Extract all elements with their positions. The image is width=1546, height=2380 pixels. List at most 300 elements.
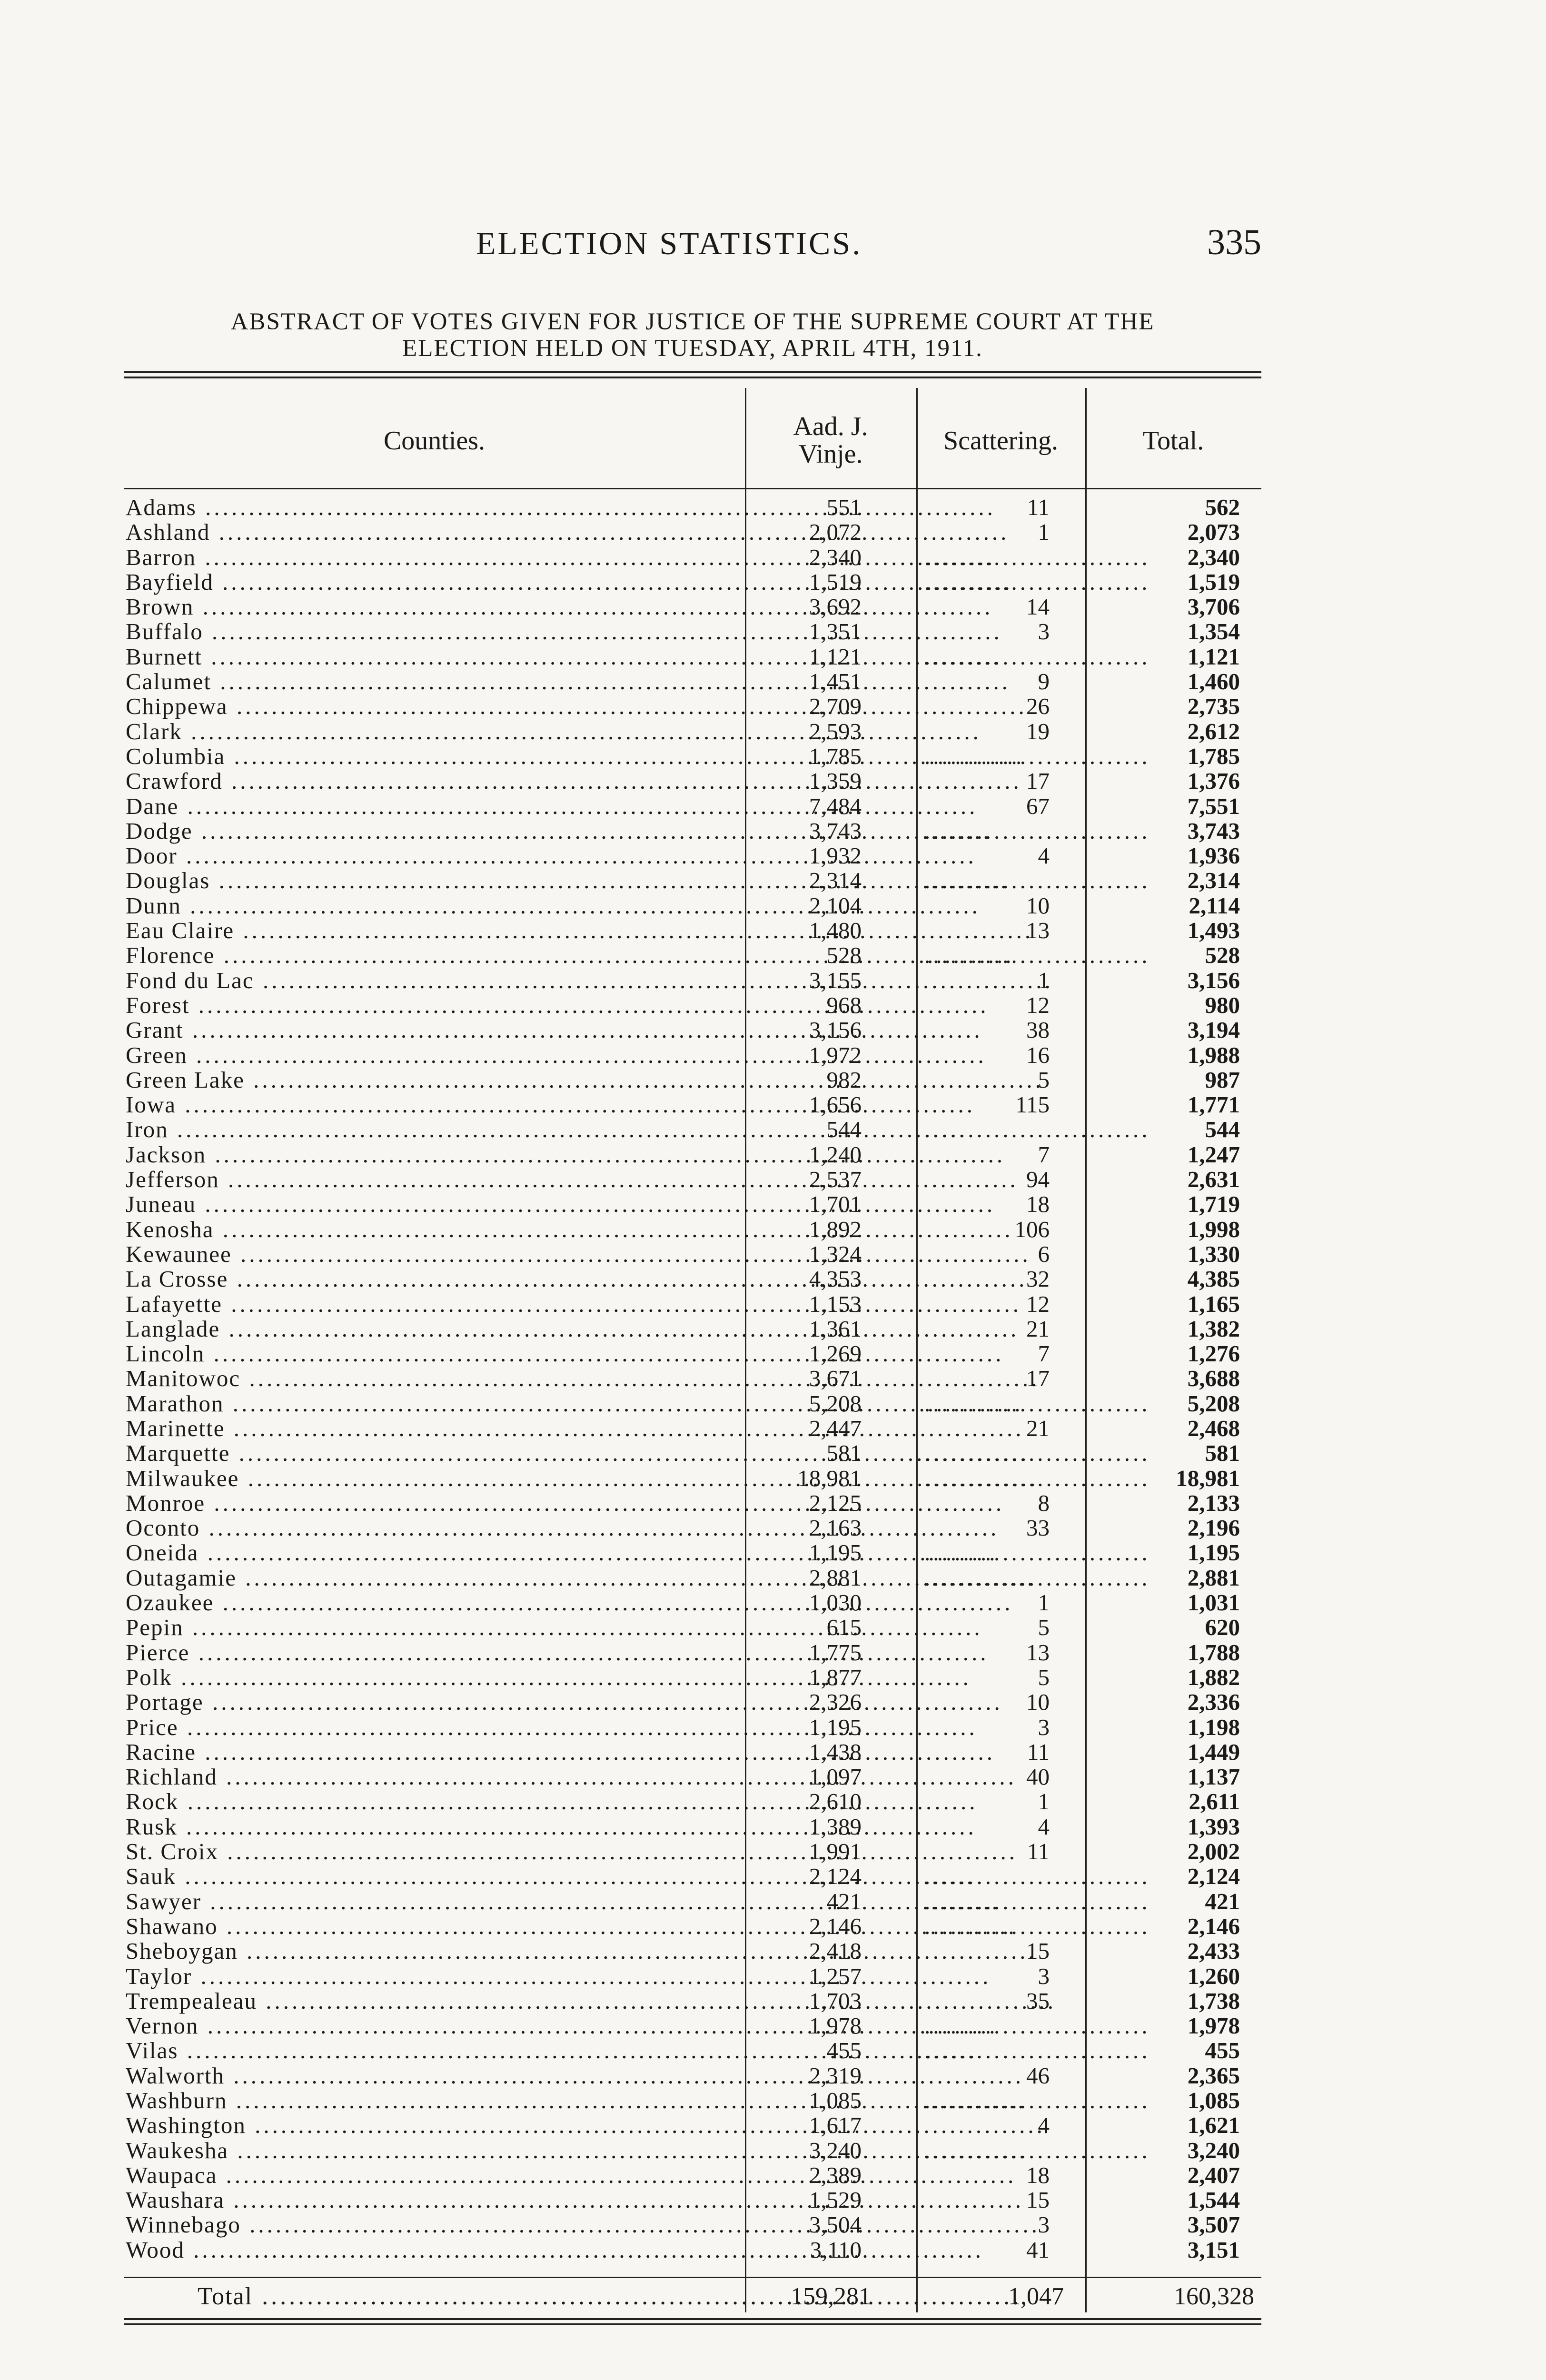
total-votes: 3,194 xyxy=(1187,1017,1240,1043)
scattering-leader-dots: .......................... xyxy=(924,1390,1150,1417)
total-votes: 1,998 xyxy=(1187,1216,1240,1242)
table-row xyxy=(124,1665,1261,1690)
county-name: Winnebago ..... xyxy=(126,2212,744,2237)
county-name: Richland ..... xyxy=(126,1765,744,1789)
county-name: Chippewa ..... xyxy=(126,694,744,719)
county-name: Eau Claire ..... xyxy=(126,918,744,943)
table-row xyxy=(124,2038,1261,2063)
total-votes: 1,330 xyxy=(1187,1240,1240,1267)
county-name: Ashland ..... xyxy=(126,520,744,545)
vinje-votes: 2,709 xyxy=(809,693,862,720)
vinje-votes: 1,153 xyxy=(809,1290,862,1317)
county-name: Crawford ..... xyxy=(126,769,744,793)
county-name: Columbia ..... xyxy=(126,744,744,769)
total-votes: 1,882 xyxy=(1187,1664,1240,1690)
vinje-votes: 968 xyxy=(826,992,862,1018)
county-name: Sheboygan ..... xyxy=(126,1939,744,1964)
vinje-votes: 982 xyxy=(826,1066,862,1093)
vinje-votes: 551 xyxy=(826,494,862,520)
votes-table xyxy=(124,383,1261,2316)
total-top-rule xyxy=(124,2277,1261,2278)
total-votes: 2,735 xyxy=(1187,693,1240,720)
table-row xyxy=(124,2188,1261,2212)
vinje-votes: 1,529 xyxy=(809,2187,862,2213)
total-row xyxy=(124,2282,1261,2311)
table-row xyxy=(124,1566,1261,1590)
scattering-leader-dots: .......................... xyxy=(924,867,1150,894)
scattering-votes: 5 xyxy=(1038,1614,1050,1641)
total-votes: 2,468 xyxy=(1187,1415,1240,1441)
total-votes: 2,336 xyxy=(1187,1689,1240,1716)
scattering-votes: 3 xyxy=(1038,2211,1050,2238)
total-votes: 1,085 xyxy=(1187,2087,1240,2113)
county-name: Walworth ..... xyxy=(126,2063,744,2088)
county-name: Oneida ..... xyxy=(126,1540,744,1565)
total-votes: 5,208 xyxy=(1187,1390,1240,1417)
scattering-votes: 7 xyxy=(1038,1340,1050,1367)
vinje-votes: 455 xyxy=(826,2037,862,2064)
table-row xyxy=(124,1740,1261,1765)
scattering-leader-dots: .......................... xyxy=(924,1539,1150,1566)
column-header-counties: Counties. xyxy=(383,426,486,456)
total-votes: 1,276 xyxy=(1187,1340,1240,1367)
vinje-votes: 1,324 xyxy=(809,1240,862,1267)
table-row xyxy=(124,968,1261,993)
vinje-votes: 1,097 xyxy=(809,1764,862,1790)
county-name: Fond du Lac ..... xyxy=(126,968,744,993)
scattering-votes: 10 xyxy=(1026,1689,1050,1716)
county-name: Iowa ..... xyxy=(126,1092,744,1117)
county-name: St. Croix ..... xyxy=(126,1839,744,1864)
total-votes: 4,385 xyxy=(1187,1266,1240,1292)
county-name: Buffalo ..... xyxy=(126,619,744,644)
county-name: Green Lake ..... xyxy=(126,1068,744,1092)
scattering-votes: 18 xyxy=(1026,2162,1050,2188)
county-name: Dodge ..... xyxy=(126,819,744,843)
total-label: Total ..... xyxy=(198,2282,740,2311)
table-row xyxy=(124,1341,1261,1366)
running-title: ELECTION STATISTICS. xyxy=(476,225,862,261)
vinje-votes: 1,240 xyxy=(809,1141,862,1168)
total-votes: 1,460 xyxy=(1187,668,1240,695)
vinje-votes: 1,030 xyxy=(809,1589,862,1616)
county-name: Outagamie ..... xyxy=(126,1566,744,1590)
vinje-votes: 3,110 xyxy=(810,2236,862,2263)
total-votes: 2,114 xyxy=(1189,892,1240,919)
total-votes: 1,376 xyxy=(1187,768,1240,794)
county-name: Door ..... xyxy=(126,843,744,868)
table-row xyxy=(124,1466,1261,1491)
total-votes: 1,988 xyxy=(1187,1041,1240,1068)
column-header-vinje-line1: Aad. J. xyxy=(793,412,868,441)
vinje-votes: 2,104 xyxy=(809,892,862,919)
table-row xyxy=(124,2238,1261,2262)
scattering-votes: 4 xyxy=(1038,1813,1050,1840)
county-name: Barron ..... xyxy=(126,545,744,570)
table-row xyxy=(124,1317,1261,1341)
county-name: Marquette ..... xyxy=(126,1441,744,1466)
vinje-votes: 3,692 xyxy=(809,594,862,620)
table-row xyxy=(124,1242,1261,1267)
county-name: Forest ..... xyxy=(126,993,744,1018)
total-votes: 1,031 xyxy=(1187,1589,1240,1616)
total-votes: 987 xyxy=(1205,1066,1240,1093)
total-votes: 1,493 xyxy=(1187,917,1240,944)
total-votes: 1,382 xyxy=(1187,1315,1240,1342)
scattering-votes: 35 xyxy=(1026,1987,1050,2014)
scattering-votes: 4 xyxy=(1038,2112,1050,2139)
table-row xyxy=(124,694,1261,719)
total-votes: 3,240 xyxy=(1187,2137,1240,2163)
table-row xyxy=(124,1640,1261,1665)
county-name: Calumet ..... xyxy=(126,669,744,694)
table-row xyxy=(124,769,1261,793)
county-name: Milwaukee ..... xyxy=(126,1466,744,1491)
scattering-votes: 13 xyxy=(1026,1639,1050,1666)
total-votes: 455 xyxy=(1205,2037,1240,2064)
table-row xyxy=(124,2013,1261,2038)
vinje-votes: 1,389 xyxy=(809,1813,862,1840)
scattering-votes: 11 xyxy=(1027,1738,1050,1765)
table-row xyxy=(124,1092,1261,1117)
vinje-votes: 1,617 xyxy=(809,2112,862,2139)
scattering-votes: 9 xyxy=(1038,668,1050,695)
table-row xyxy=(124,843,1261,868)
vinje-votes: 3,240 xyxy=(809,2137,862,2163)
vinje-votes: 2,418 xyxy=(809,1938,862,1964)
vinje-votes: 2,124 xyxy=(809,1863,862,1890)
total-total: 160,328 xyxy=(1174,2283,1254,2310)
total-votes: 3,706 xyxy=(1187,594,1240,620)
table-row xyxy=(124,1914,1261,1939)
vinje-votes: 2,881 xyxy=(809,1564,862,1591)
table-row xyxy=(124,744,1261,769)
scattering-votes: 1 xyxy=(1038,1589,1050,1616)
table-row xyxy=(124,1441,1261,1466)
vinje-votes: 2,537 xyxy=(809,1166,862,1193)
scattering-votes: 7 xyxy=(1038,1141,1050,1168)
county-name: Vilas ..... xyxy=(126,2038,744,2063)
table-row xyxy=(124,1192,1261,1217)
county-name: Adams ..... xyxy=(126,495,744,520)
county-name: Langlade ..... xyxy=(126,1317,744,1341)
total-votes: 7,551 xyxy=(1187,793,1240,819)
total-votes: 2,124 xyxy=(1187,1863,1240,1890)
table-row xyxy=(124,1765,1261,1789)
county-name: Rock ..... xyxy=(126,1789,744,1814)
vinje-votes: 1,519 xyxy=(809,568,862,595)
county-name: Price ..... xyxy=(126,1715,744,1740)
county-name: Grant ..... xyxy=(126,1018,744,1042)
total-vinje: 159,281 xyxy=(791,2283,871,2310)
county-name: Florence ..... xyxy=(126,943,744,968)
vinje-votes: 2,319 xyxy=(809,2062,862,2089)
total-votes: 1,260 xyxy=(1187,1963,1240,1989)
vinje-votes: 4,353 xyxy=(809,1266,862,1292)
total-votes: 2,407 xyxy=(1187,2162,1240,2188)
table-row xyxy=(124,893,1261,918)
table-row xyxy=(124,2138,1261,2163)
total-votes: 1,936 xyxy=(1187,843,1240,869)
total-votes: 581 xyxy=(1205,1440,1240,1467)
vinje-votes: 528 xyxy=(826,942,862,969)
vinje-votes: 2,072 xyxy=(809,519,862,545)
county-name: Bayfield ..... xyxy=(126,570,744,595)
county-name: Dane ..... xyxy=(126,794,744,819)
total-votes: 2,146 xyxy=(1187,1913,1240,1939)
total-votes: 2,002 xyxy=(1187,1838,1240,1865)
vinje-votes: 581 xyxy=(826,1440,862,1467)
scattering-votes: 18 xyxy=(1026,1191,1050,1218)
total-votes: 1,449 xyxy=(1187,1738,1240,1765)
total-votes: 1,519 xyxy=(1187,568,1240,595)
total-votes: 3,743 xyxy=(1187,817,1240,844)
scattering-leader-dots: .......................... xyxy=(924,1863,1150,1890)
vinje-votes: 2,610 xyxy=(809,1788,862,1815)
county-name: Sawyer ..... xyxy=(126,1889,744,1914)
scattering-votes: 6 xyxy=(1038,1240,1050,1267)
county-name: Burnett ..... xyxy=(126,645,744,669)
vinje-votes: 3,743 xyxy=(809,817,862,844)
scattering-votes: 67 xyxy=(1026,793,1050,819)
total-votes: 2,314 xyxy=(1187,867,1240,894)
scattering-votes: 21 xyxy=(1026,1315,1050,1342)
scattering-leader-dots: .......................... xyxy=(924,743,1150,769)
total-votes: 1,544 xyxy=(1187,2187,1240,2213)
total-votes: 1,165 xyxy=(1187,1290,1240,1317)
total-votes: 2,073 xyxy=(1187,519,1240,545)
county-name: Jackson ..... xyxy=(126,1142,744,1167)
vinje-votes: 1,972 xyxy=(809,1041,862,1068)
scattering-votes: 21 xyxy=(1026,1415,1050,1441)
vinje-votes: 1,703 xyxy=(809,1987,862,2014)
scattering-leader-dots: .......................... xyxy=(924,817,1150,844)
county-name: Lincoln ..... xyxy=(126,1341,744,1366)
table-row xyxy=(124,1815,1261,1839)
vinje-votes: 1,257 xyxy=(809,1963,862,1989)
column-header-vinje xyxy=(745,413,916,468)
scattering-leader-dots: .......................... xyxy=(924,2037,1150,2064)
vinje-votes: 1,438 xyxy=(809,1738,862,1765)
vinje-votes: 2,326 xyxy=(809,1689,862,1716)
table-row xyxy=(124,545,1261,570)
scattering-leader-dots: .......................... xyxy=(924,1440,1150,1467)
total-votes: 544 xyxy=(1205,1116,1240,1143)
table-row xyxy=(124,1540,1261,1565)
scattering-votes: 16 xyxy=(1026,1041,1050,1068)
scattering-votes: 41 xyxy=(1026,2236,1050,2263)
vinje-votes: 2,314 xyxy=(809,867,862,894)
scattering-votes: 8 xyxy=(1038,1489,1050,1516)
column-header-total: Total. xyxy=(1142,426,1204,456)
total-votes: 562 xyxy=(1205,494,1240,520)
table-row xyxy=(124,520,1261,545)
total-votes: 2,881 xyxy=(1187,1564,1240,1591)
table-row xyxy=(124,868,1261,893)
vinje-votes: 1,361 xyxy=(809,1315,862,1342)
county-name: Pierce ..... xyxy=(126,1640,744,1665)
vinje-votes: 1,991 xyxy=(809,1838,862,1865)
vinje-votes: 7,484 xyxy=(809,793,862,819)
scattering-leader-dots: .......................... xyxy=(924,1116,1150,1143)
vinje-votes: 2,340 xyxy=(809,544,862,570)
scattering-votes: 19 xyxy=(1026,718,1050,744)
abstract-title xyxy=(124,308,1261,362)
total-votes: 1,354 xyxy=(1187,618,1240,645)
scattering-votes: 1 xyxy=(1038,1788,1050,1815)
scattering-votes: 3 xyxy=(1038,1963,1050,1989)
total-votes: 1,621 xyxy=(1187,2112,1240,2139)
abstract-title-line1: ABSTRACT OF VOTES GIVEN FOR JUSTICE OF THE SUPREME COURT AT THE xyxy=(230,308,1155,335)
county-name: Waushara ..... xyxy=(126,2188,744,2212)
scattering-votes: 11 xyxy=(1027,494,1050,520)
table-row xyxy=(124,2113,1261,2138)
table-top-rule xyxy=(124,371,1261,378)
table-row xyxy=(124,719,1261,744)
total-votes: 3,688 xyxy=(1187,1365,1240,1392)
scattering-votes: 11 xyxy=(1027,1838,1050,1865)
table-row xyxy=(124,1864,1261,1889)
county-name: Taylor ..... xyxy=(126,1964,744,1989)
vinje-votes: 1,121 xyxy=(809,643,862,670)
vinje-votes: 1,351 xyxy=(809,618,862,645)
county-name: Washington ..... xyxy=(126,2113,744,2138)
county-name: Washburn ..... xyxy=(126,2088,744,2113)
table-row xyxy=(124,1142,1261,1167)
table-row xyxy=(124,1615,1261,1640)
table-row xyxy=(124,1043,1261,1068)
column-header-vinje-line2: Vinje. xyxy=(798,439,863,469)
total-votes: 1,719 xyxy=(1187,1191,1240,1218)
table-row xyxy=(124,1590,1261,1615)
county-name: Douglas ..... xyxy=(126,868,744,893)
table-row xyxy=(124,1366,1261,1391)
county-name: Waupaca ..... xyxy=(126,2163,744,2188)
county-name: Marathon ..... xyxy=(126,1391,744,1416)
header-bottom-rule xyxy=(124,488,1261,489)
total-votes: 1,247 xyxy=(1187,1141,1240,1168)
county-name: Racine ..... xyxy=(126,1740,744,1765)
county-name: Portage ..... xyxy=(126,1690,744,1715)
county-rows xyxy=(124,495,1261,2262)
scattering-votes: 94 xyxy=(1026,1166,1050,1193)
county-name: Green ..... xyxy=(126,1043,744,1068)
scattering-votes: 10 xyxy=(1026,892,1050,919)
vinje-votes: 3,504 xyxy=(809,2211,862,2238)
county-name: Shawano ..... xyxy=(126,1914,744,1939)
table-row xyxy=(124,1964,1261,1989)
vinje-votes: 2,389 xyxy=(809,2162,862,2188)
total-votes: 3,156 xyxy=(1187,967,1240,993)
page-number: 335 xyxy=(1207,222,1261,262)
scattering-votes: 17 xyxy=(1026,1365,1050,1392)
table-row xyxy=(124,2088,1261,2113)
vinje-votes: 1,451 xyxy=(809,668,862,695)
county-name: Vernon ..... xyxy=(126,2013,744,2038)
table-row xyxy=(124,1267,1261,1291)
scattering-votes: 5 xyxy=(1038,1664,1050,1690)
vinje-votes: 1,701 xyxy=(809,1191,862,1218)
table-row xyxy=(124,2212,1261,2237)
vinje-votes: 1,932 xyxy=(809,843,862,869)
scattering-leader-dots: .......................... xyxy=(924,568,1150,595)
scattering-votes: 32 xyxy=(1026,1266,1050,1292)
scattering-leader-dots: .......................... xyxy=(924,2087,1150,2113)
vinje-votes: 1,195 xyxy=(809,1714,862,1740)
table-row xyxy=(124,495,1261,520)
county-name: Monroe ..... xyxy=(126,1491,744,1516)
total-votes: 1,393 xyxy=(1187,1813,1240,1840)
vinje-votes: 3,671 xyxy=(809,1365,862,1392)
county-name: Kewaunee ..... xyxy=(126,1242,744,1267)
total-votes: 2,611 xyxy=(1189,1788,1240,1815)
total-votes: 980 xyxy=(1205,992,1240,1018)
county-name: Sauk ..... xyxy=(126,1864,744,1889)
table-row xyxy=(124,1715,1261,1740)
total-votes: 1,137 xyxy=(1187,1764,1240,1790)
vinje-votes: 2,447 xyxy=(809,1415,862,1441)
scattering-votes: 40 xyxy=(1026,1764,1050,1790)
table-row xyxy=(124,669,1261,694)
county-name: Clark ..... xyxy=(126,719,744,744)
scattering-votes: 12 xyxy=(1026,1290,1050,1317)
total-votes: 1,198 xyxy=(1187,1714,1240,1740)
scattering-leader-dots: .......................... xyxy=(924,544,1150,570)
county-name: Trempealeau ..... xyxy=(126,1989,744,2013)
table-row xyxy=(124,1491,1261,1516)
vinje-votes: 1,195 xyxy=(809,1539,862,1566)
total-votes: 2,365 xyxy=(1187,2062,1240,2089)
county-name: Kenosha ..... xyxy=(126,1217,744,1242)
county-name: Manitowoc ..... xyxy=(126,1366,744,1391)
county-name: Rusk ..... xyxy=(126,1815,744,1839)
vinje-votes: 2,163 xyxy=(809,1515,862,1541)
table-row xyxy=(124,2163,1261,2188)
total-votes: 1,785 xyxy=(1187,743,1240,769)
vinje-votes: 2,146 xyxy=(809,1913,862,1939)
table-row xyxy=(124,595,1261,619)
table-row xyxy=(124,1217,1261,1242)
vinje-votes: 1,877 xyxy=(809,1664,862,1690)
total-scattering: 1,047 xyxy=(1008,2283,1064,2310)
vinje-votes: 1,085 xyxy=(809,2087,862,2113)
total-votes: 1,121 xyxy=(1187,643,1240,670)
table-row xyxy=(124,993,1261,1018)
scattering-votes: 5 xyxy=(1038,1066,1050,1093)
total-votes: 2,340 xyxy=(1187,544,1240,570)
vinje-votes: 1,359 xyxy=(809,768,862,794)
county-name: Brown ..... xyxy=(126,595,744,619)
scattering-votes: 38 xyxy=(1026,1017,1050,1043)
table-row xyxy=(124,1167,1261,1192)
vinje-votes: 544 xyxy=(826,1116,862,1143)
table-row xyxy=(124,1068,1261,1092)
scattering-leader-dots: .......................... xyxy=(924,1888,1150,1914)
total-votes: 620 xyxy=(1205,1614,1240,1641)
total-votes: 2,631 xyxy=(1187,1166,1240,1193)
county-name: Dunn ..... xyxy=(126,893,744,918)
vinje-votes: 2,593 xyxy=(809,718,862,744)
table-row xyxy=(124,1789,1261,1814)
vinje-votes: 1,785 xyxy=(809,743,862,769)
scattering-leader-dots: .......................... xyxy=(924,1564,1150,1591)
county-name: Lafayette ..... xyxy=(126,1292,744,1317)
total-votes: 2,133 xyxy=(1187,1489,1240,1516)
table-row xyxy=(124,1839,1261,1864)
total-votes: 1,738 xyxy=(1187,1987,1240,2014)
county-name: Oconto ..... xyxy=(126,1516,744,1540)
county-name: Pepin ..... xyxy=(126,1615,744,1640)
